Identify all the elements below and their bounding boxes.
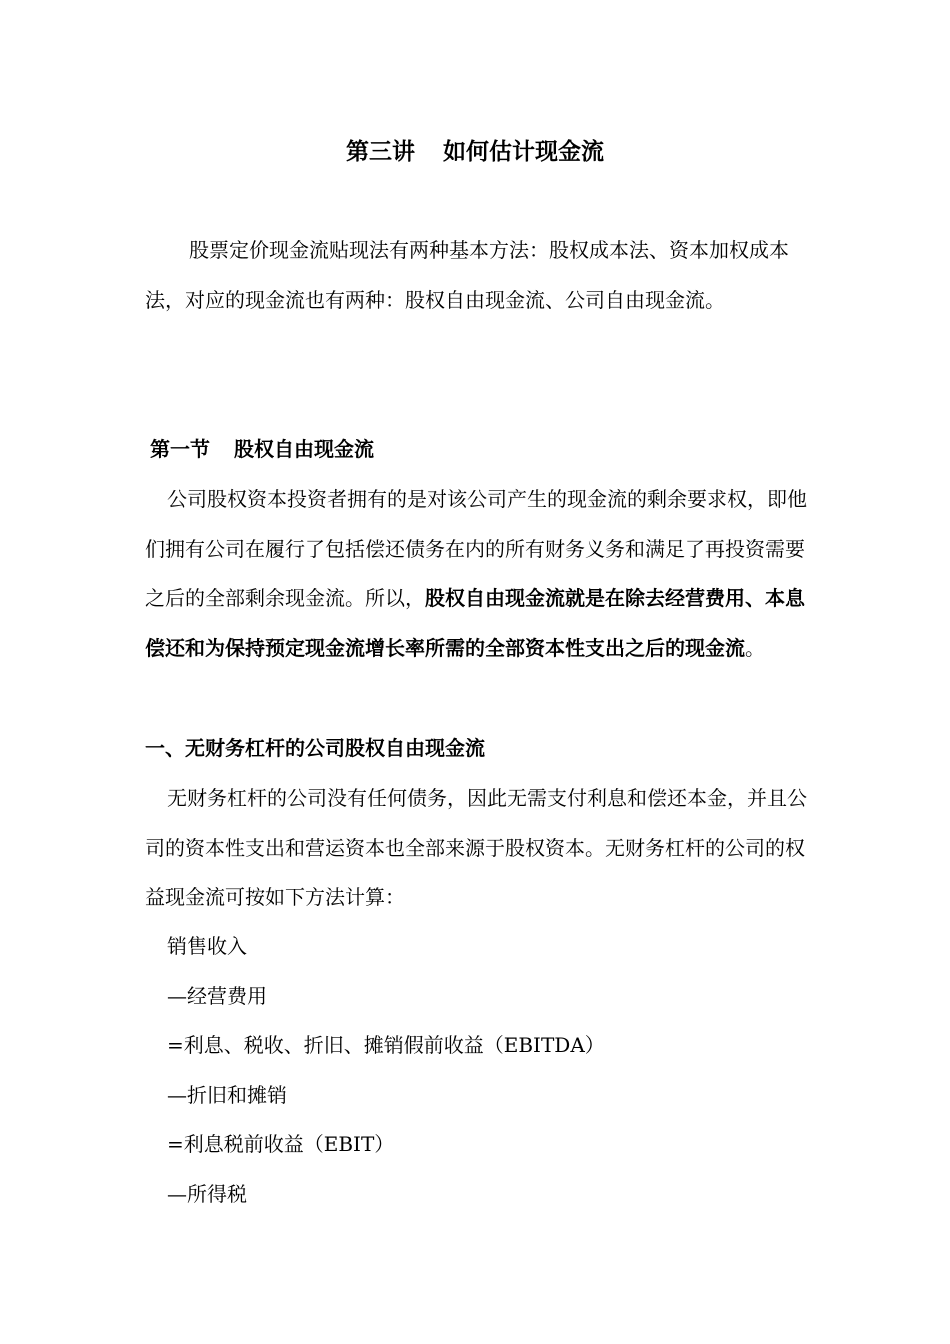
intro-paragraph: 股票定价现金流贴现法有两种基本方法：股权成本法、资本加权成本法，对应的现金流也有两种：股权自由现金流、公司自由现金流。: [145, 238, 789, 312]
calc-step: =利息、税收、折旧、摊销假前收益（EBITDA）: [167, 1033, 605, 1057]
calc-step: 销售收入: [167, 934, 247, 958]
calc-step: —折旧和摊销: [167, 1082, 287, 1107]
lecture-number: 第三讲: [346, 139, 415, 165]
page-title: [0, 134, 950, 170]
section-paragraph-lead: 公司股权资本投资者拥有的是对该公司产生的现金流的剩余要求权，即他们拥有公司在履行了包括偿还债务在内的所有财务义务和满足了再投资需要之后的全部剩余现金流。所以，: [145, 487, 807, 610]
calc-step: —经营费用: [167, 983, 267, 1008]
subsection-heading: 一、无财务杠杆的公司股权自由现金流: [145, 736, 485, 760]
lecture-topic: 如何估计现金流: [443, 139, 604, 165]
calculation-steps: [167, 922, 605, 1219]
section-name: 股权自由现金流: [234, 437, 374, 461]
fcfe-definition: 股权自由现金流就是在除去经营费用、本息偿还和为保持预定现金流增长率所需的全部资本性支出之后的现金流: [145, 586, 805, 660]
section-paragraph: [145, 475, 815, 673]
subsection-paragraph: 无财务杠杆的公司没有任何债务，因此无需支付利息和偿还本金，并且公司的资本性支出和营运资本也全部来源于股权资本。无财务杠杆的公司的权益现金流可按如下方法计算：: [145, 786, 807, 909]
calc-step: =利息税前收益（EBIT）: [167, 1132, 395, 1156]
section-number: 第一节: [150, 437, 210, 461]
section-heading: [150, 434, 374, 464]
calc-step: —所得税: [167, 1181, 247, 1206]
section-paragraph-end: 。: [745, 635, 765, 660]
